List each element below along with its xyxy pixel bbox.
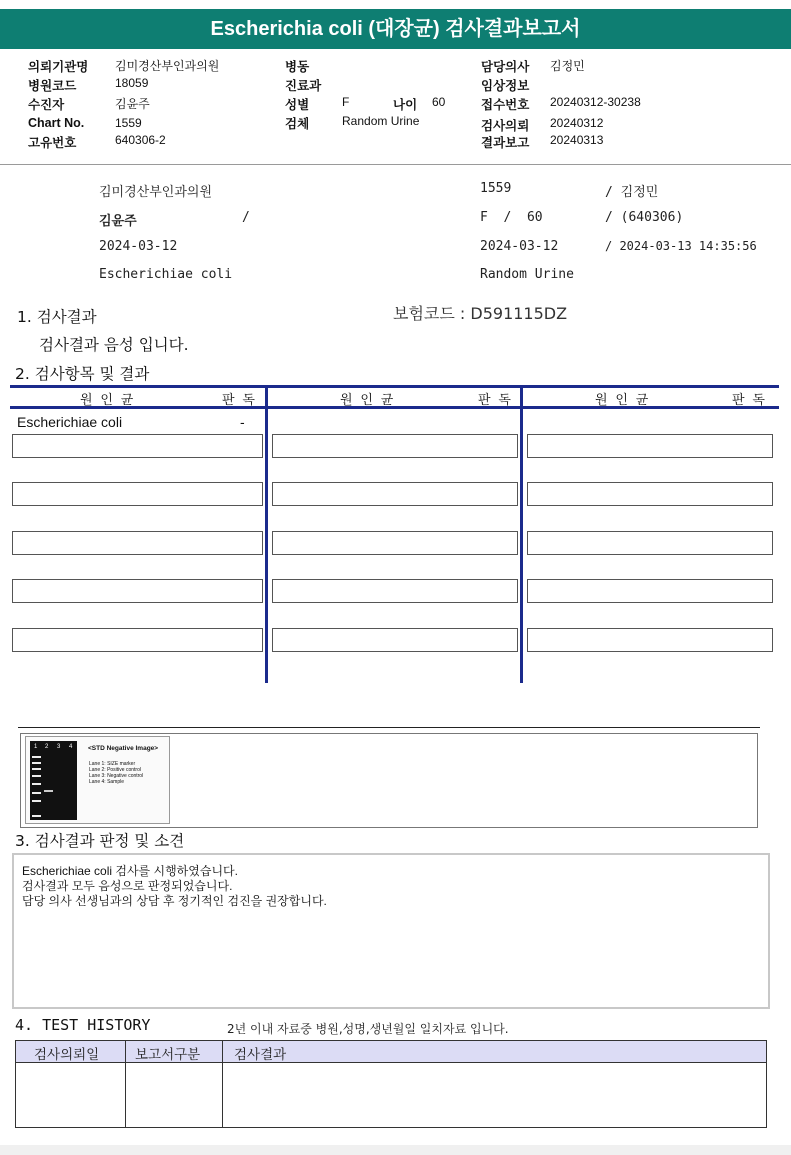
age-label: 나이	[393, 98, 418, 112]
col-organism-1: 원 인 균	[80, 393, 134, 408]
info-date1: 2024-03-12	[99, 239, 178, 254]
row1-result: -	[240, 414, 245, 430]
section4-title: 4. TEST HISTORY	[15, 1016, 151, 1034]
opinion-box	[12, 853, 770, 1009]
row1-organism: Escherichiae coli	[17, 414, 123, 430]
request-label: 검사의뢰	[481, 119, 530, 133]
marker-band	[32, 762, 41, 764]
col-reading-3: 판 독	[732, 393, 765, 408]
marker-band	[32, 783, 41, 785]
info-slash: /	[242, 210, 250, 225]
history-divider-2	[222, 1041, 223, 1127]
info-patient: 김윤주	[99, 214, 137, 229]
table-cell	[272, 434, 518, 458]
lane-4-label: 4	[69, 744, 73, 750]
ward-label: 병동	[285, 60, 310, 74]
gel-legend-2: Lane 2: Positive control	[89, 767, 141, 773]
info-test: Escherichiae coli	[99, 267, 233, 282]
lane-1-label: 1	[34, 744, 38, 750]
opinion-line-2: 검사결과 모두 음성으로 판정되었습니다.	[22, 879, 233, 893]
marker-band	[32, 800, 41, 802]
table-cell	[527, 531, 773, 555]
table-cell	[527, 579, 773, 603]
history-col-result: 검사결과	[234, 1047, 287, 1063]
marker-band	[32, 756, 41, 758]
insurance-code: 보험코드 : D591115DZ	[393, 304, 568, 323]
marker-band	[32, 815, 41, 817]
table-col-divider-2	[520, 385, 523, 683]
gel-title: <STD Negative Image>	[88, 745, 159, 752]
sex-label: 성별	[285, 98, 310, 112]
specimen-label: 검체	[285, 117, 310, 131]
history-col-request-date: 검사의뢰일	[34, 1047, 100, 1063]
table-cell	[527, 482, 773, 506]
section1-title: 1. 검사결과	[17, 308, 97, 326]
table-cell	[272, 482, 518, 506]
patient-value: 김윤주	[115, 97, 150, 111]
opinion-line-3: 담당 의사 선생님과의 상담 후 정기적인 검진을 권장합니다.	[22, 894, 327, 908]
info-doctor: / 김정민	[605, 185, 659, 200]
info-specimen: Random Urine	[480, 267, 574, 282]
sex-value: F	[342, 95, 350, 109]
table-cell	[272, 628, 518, 652]
info-date2: 2024-03-12	[480, 239, 559, 254]
code-value: 18059	[115, 76, 149, 90]
doctor-value: 김정민	[550, 59, 585, 73]
table-cell	[12, 579, 263, 603]
gel-top-rule	[18, 727, 760, 728]
lane-2-label: 2	[45, 744, 49, 750]
table-cell	[527, 628, 773, 652]
col-organism-2: 원 인 균	[340, 393, 394, 408]
table-col-divider-1	[265, 385, 268, 683]
age-value: 60	[432, 95, 446, 109]
history-table	[15, 1040, 767, 1128]
info-sex-age: F / 60	[480, 210, 543, 225]
history-divider-1	[125, 1041, 126, 1127]
info-chart: 1559	[480, 181, 512, 196]
unique-label: 고유번호	[28, 136, 77, 150]
hospital-value: 김미경산부인과의원	[115, 59, 220, 73]
table-top-rule	[10, 385, 779, 388]
table-cell	[12, 482, 263, 506]
receipt-label: 접수번호	[481, 98, 530, 112]
chart-value: 1559	[115, 116, 142, 130]
request-value: 20240312	[550, 116, 604, 130]
table-cell	[12, 628, 263, 652]
positive-band	[44, 790, 53, 792]
lane-3-label: 3	[57, 744, 61, 750]
section3-title: 3. 검사결과 판정 및 소견	[15, 832, 185, 850]
result-value: 20240313	[550, 133, 604, 147]
result-label: 결과보고	[481, 136, 530, 150]
chart-label: Chart No.	[28, 116, 85, 130]
section2-title: 2. 검사항목 및 결과	[15, 365, 150, 383]
hospital-label: 의뢰기관명	[28, 60, 89, 74]
clinical-label: 임상정보	[481, 79, 530, 93]
history-col-report-type: 보고서구분	[135, 1047, 201, 1063]
dept-label: 진료과	[285, 79, 322, 93]
gel-legend-4: Lane 4: Sample	[89, 779, 125, 785]
marker-band	[32, 775, 41, 777]
col-reading-1: 판 독	[222, 393, 255, 408]
info-birth: / (640306)	[605, 210, 684, 225]
gel-image	[30, 741, 77, 820]
info-date3: / 2024-03-13 14:35:56	[605, 239, 757, 253]
history-header-row	[16, 1041, 766, 1063]
gel-legend-3: Lane 3: Negative control	[89, 773, 144, 779]
col-organism-3: 원 인 균	[595, 393, 649, 408]
history-note: 2년 이내 자료중 병원,성명,생년월일 일치자료 입니다.	[227, 1022, 509, 1036]
info-hospital: 김미경산부인과의원	[99, 185, 213, 200]
table-cell	[12, 434, 263, 458]
doctor-label: 담당의사	[481, 60, 530, 74]
opinion-line-1: Escherichiae coli 검사를 시행하였습니다.	[22, 864, 238, 878]
report-title: Escherichia coli (대장균) 검사결과보고서	[0, 9, 791, 49]
receipt-value: 20240312-30238	[550, 95, 641, 109]
unique-value: 640306-2	[115, 133, 166, 147]
marker-band	[32, 792, 41, 794]
table-cell	[12, 531, 263, 555]
table-cell	[527, 434, 773, 458]
section1-text: 검사결과 음성 입니다.	[39, 336, 189, 354]
header-divider	[0, 164, 791, 165]
patient-label: 수진자	[28, 98, 65, 112]
specimen-value: Random Urine	[342, 114, 420, 128]
code-label: 병원코드	[28, 79, 77, 93]
table-cell	[272, 531, 518, 555]
col-reading-2: 판 독	[478, 393, 511, 408]
marker-band	[32, 768, 41, 770]
gel-legend-1: Lane 1: SIZE marker	[89, 761, 136, 767]
table-cell	[272, 579, 518, 603]
